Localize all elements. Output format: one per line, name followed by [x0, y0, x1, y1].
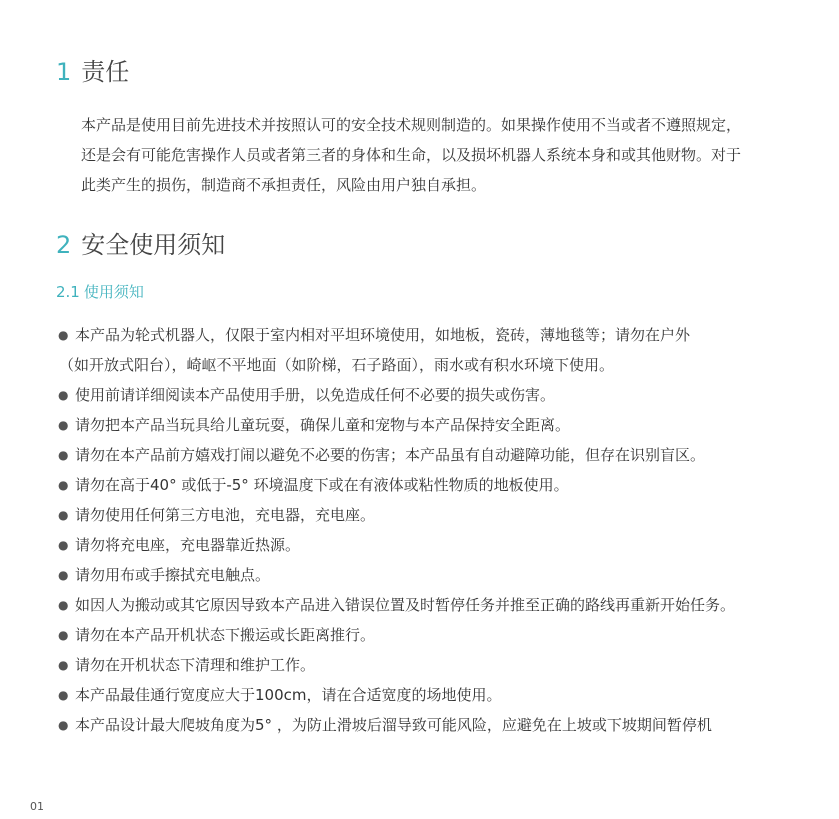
bullet-dot-icon: ●	[58, 538, 69, 552]
list-item	[0, 380, 839, 410]
subsection-2-1-heading	[56, 281, 144, 302]
list-item-text: 如因人为搬动或其它原因导致本产品进入错误位置及时暂停任务并推至正确的路线再重新开始任务。	[75, 596, 736, 614]
section-2-number: 2	[56, 231, 72, 259]
bullet-dot-icon: ●	[58, 568, 69, 582]
list-item	[0, 500, 839, 530]
list-item	[0, 530, 839, 560]
bullet-dot-icon: ●	[58, 598, 69, 612]
list-item-text: 请勿在高于40° 或低于-5° 环境温度下或在有液体或粘性物质的地板使用。	[75, 476, 569, 494]
list-item	[0, 410, 839, 440]
list-item-text: 请勿将充电座，充电器靠近热源。	[75, 536, 301, 554]
bullet-dot-icon: ●	[58, 718, 69, 732]
paragraph-line: 本产品是使用目前先进技术并按照认可的安全技术规则制造的。如果操作使用不当或者不遵照规定，	[81, 116, 742, 134]
paragraph-line: 此类产生的损伤，制造商不承担责任，风险由用户独自承担。	[81, 176, 487, 194]
list-item	[0, 440, 839, 470]
list-item	[0, 560, 839, 590]
list-item-text: 请勿使用任何第三方电池，充电器，充电座。	[75, 506, 376, 524]
list-item-text: 请勿在本产品前方嬉戏打闹以避免不必要的伤害；本产品虽有自动避障功能，但存在识别盲区。	[75, 446, 706, 464]
list-item	[0, 470, 839, 500]
list-item	[0, 650, 839, 680]
bullet-dot-icon: ●	[58, 328, 69, 342]
bullet-dot-icon: ●	[58, 418, 69, 432]
page-number: 01	[30, 800, 44, 813]
list-item-text: 使用前请详细阅读本产品使用手册，以免造成任何不必要的损失或伤害。	[75, 386, 556, 404]
list-item-continuation: （如开放式阳台），崎岖不平地面（如阶梯，石子路面），雨水或有积水环境下使用。	[59, 356, 615, 374]
list-item-text: 请勿在开机状态下清理和维护工作。	[75, 656, 316, 674]
section-2-title: 安全使用须知	[81, 231, 226, 259]
bullet-dot-icon: ●	[58, 688, 69, 702]
bullet-dot-icon: ●	[58, 478, 69, 492]
bullet-dot-icon: ●	[58, 508, 69, 522]
list-item-text: 本产品最佳通行宽度应大于100cm，请在合适宽度的场地使用。	[75, 686, 502, 704]
bullet-dot-icon: ●	[58, 448, 69, 462]
list-item-text: 本产品设计最大爬坡角度为5° ，为防止滑坡后溜导致可能风险，应避免在上坡或下坡期间暂停机	[75, 716, 712, 734]
paragraph-line: 还是会有可能危害操作人员或者第三者的身体和生命，以及损坏机器人系统本身和或其他财物。对于	[81, 146, 742, 164]
usage-notice-list	[0, 320, 839, 740]
bullet-dot-icon: ●	[58, 388, 69, 402]
list-item	[0, 320, 839, 380]
section-1-number: 1	[56, 58, 72, 86]
list-item	[0, 710, 839, 740]
section-1-title: 责任	[81, 58, 130, 86]
list-item	[0, 620, 839, 650]
list-item-text: 本产品为轮式机器人，仅限于室内相对平坦环境使用，如地板，瓷砖，薄地毯等；请勿在户外	[75, 326, 691, 344]
subsection-title: 使用须知	[83, 283, 144, 301]
list-item-text: 请勿用布或手擦拭充电触点。	[75, 566, 271, 584]
list-item	[0, 590, 839, 620]
list-item-text: 请勿在本产品开机状态下搬运或长距离推行。	[75, 626, 376, 644]
section-1-heading	[56, 52, 129, 87]
list-item-text: 请勿把本产品当玩具给儿童玩耍，确保儿童和宠物与本产品保持安全距离。	[75, 416, 571, 434]
subsection-number: 2.1	[56, 283, 80, 301]
bullet-dot-icon: ●	[58, 628, 69, 642]
bullet-dot-icon: ●	[58, 658, 69, 672]
list-item	[0, 680, 839, 710]
liability-paragraph	[81, 110, 781, 200]
section-2-heading	[56, 225, 225, 260]
